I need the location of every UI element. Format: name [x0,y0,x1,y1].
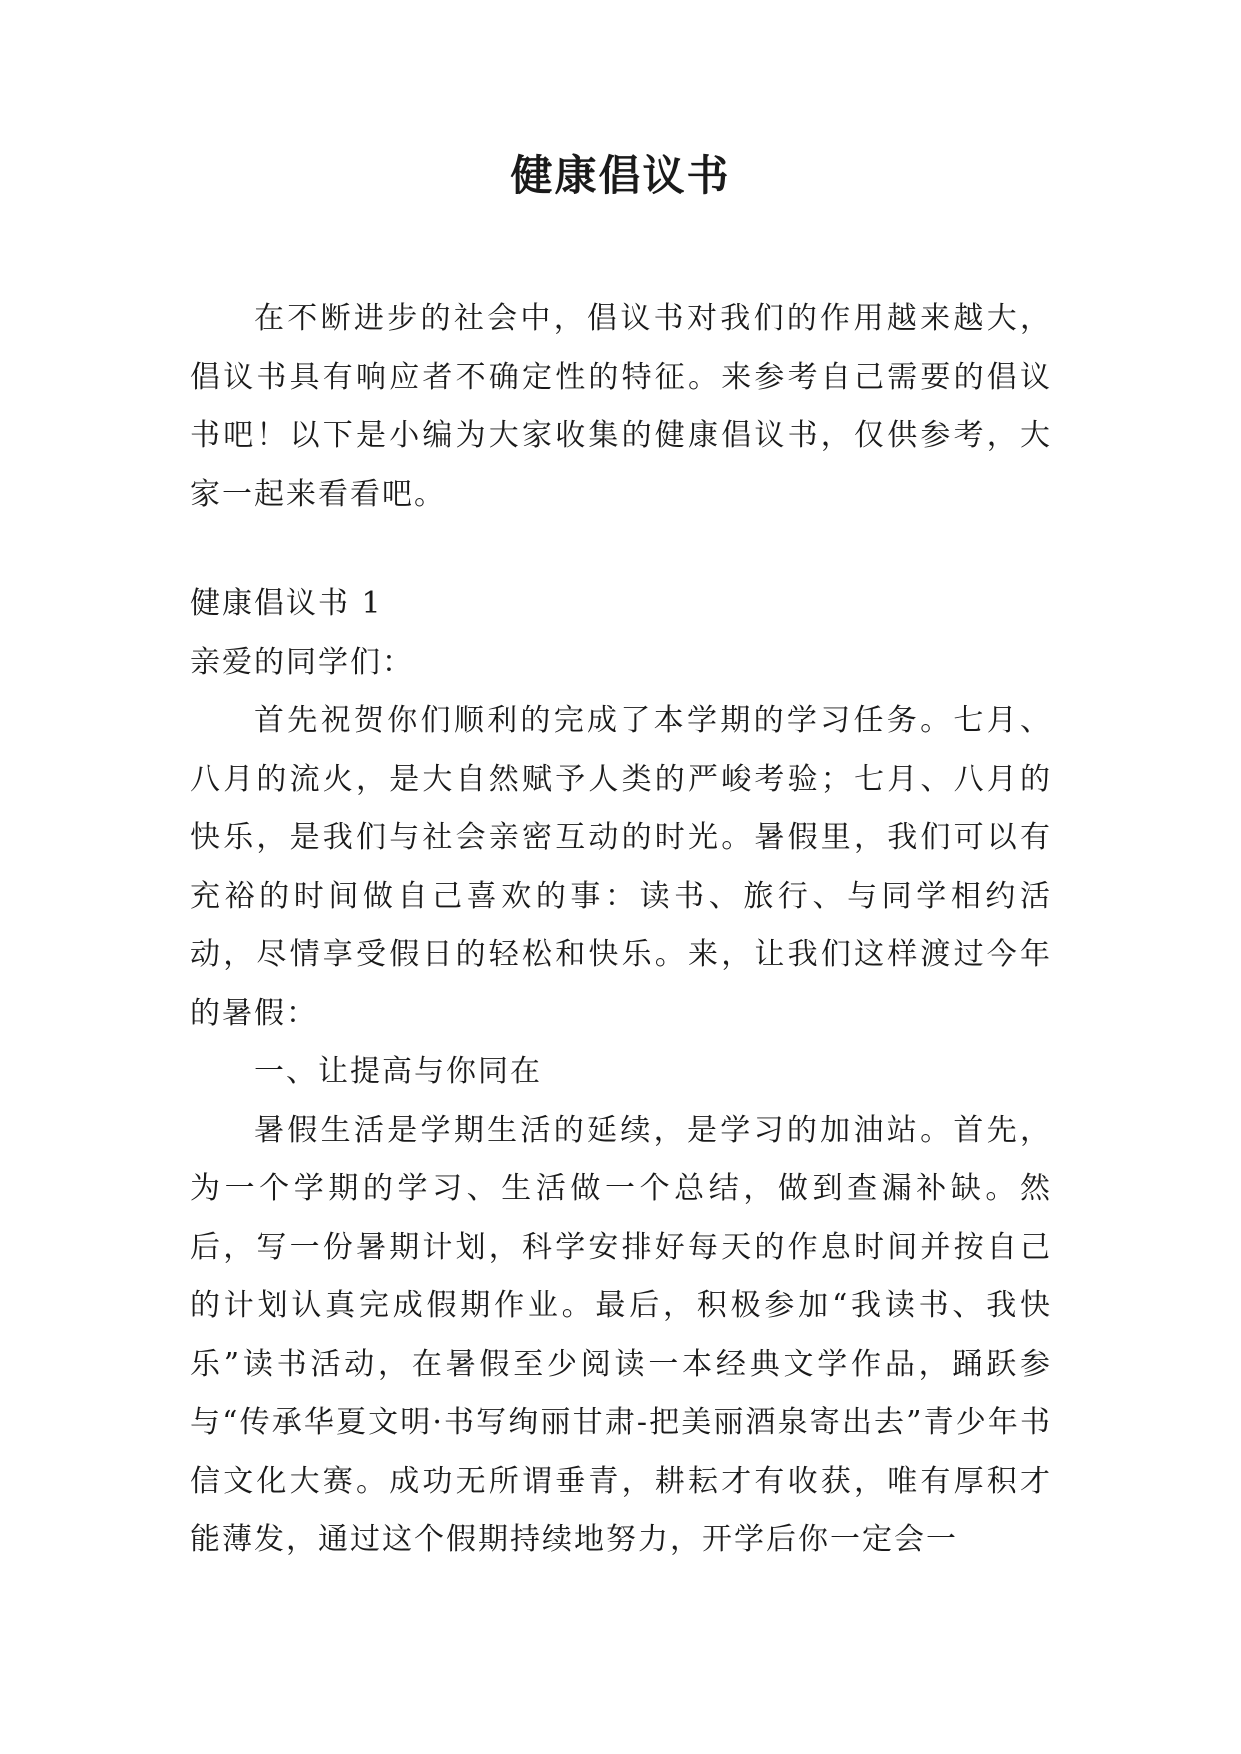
body-paragraph: 暑假生活是学期生活的延续，是学习的加油站。首先，为一个学期的学习、生活做一个总结，做到查漏补缺。然后，写一份暑期计划，科学安排好每天的作息时间并按自己的计划认真完成假期作业。最后，积极参加“我读书、我快乐”读书活动，在暑假至少阅读一本经典文学作品，踊跃参与“传承华夏文明·书写绚丽甘肃-把美丽酒泉寄出去”青少年书信文化大赛。成功无所谓垂青，耕耘才有收获，唯有厚积才能薄发，通过这个假期持续地努力，开学后你一定会一 [190,1112,1052,1557]
intro-paragraph: 在不断进步的社会中，倡议书对我们的作用越来越大，倡议书具有响应者不确定性的特征。来参考自己需要的倡议书吧！以下是小编为大家收集的健康倡议书，仅供参考，大家一起来看看吧。 [190,301,1052,512]
salutation: 亲爱的同学们： [190,644,414,680]
intro-block [190,290,1052,524]
section-heading: 健康倡议书 1 [190,586,383,621]
subheading: 一、让提高与你同在 [254,1054,542,1089]
document-title: 健康倡议书 [510,151,731,200]
body-paragraph: 首先祝贺你们顺利的完成了本学期的学习任务。七月、八月的流火，是大自然赋予人类的严峻考验；七月、八月的快乐，是我们与社会亲密互动的时光。暑假里，我们可以有充裕的时间做自己喜欢的事：读书、旅行、与同学相约活动，尽情享受假日的轻松和快乐。来，让我们这样渡过今年的暑假： [190,703,1052,1031]
letter-body [190,575,1052,1570]
